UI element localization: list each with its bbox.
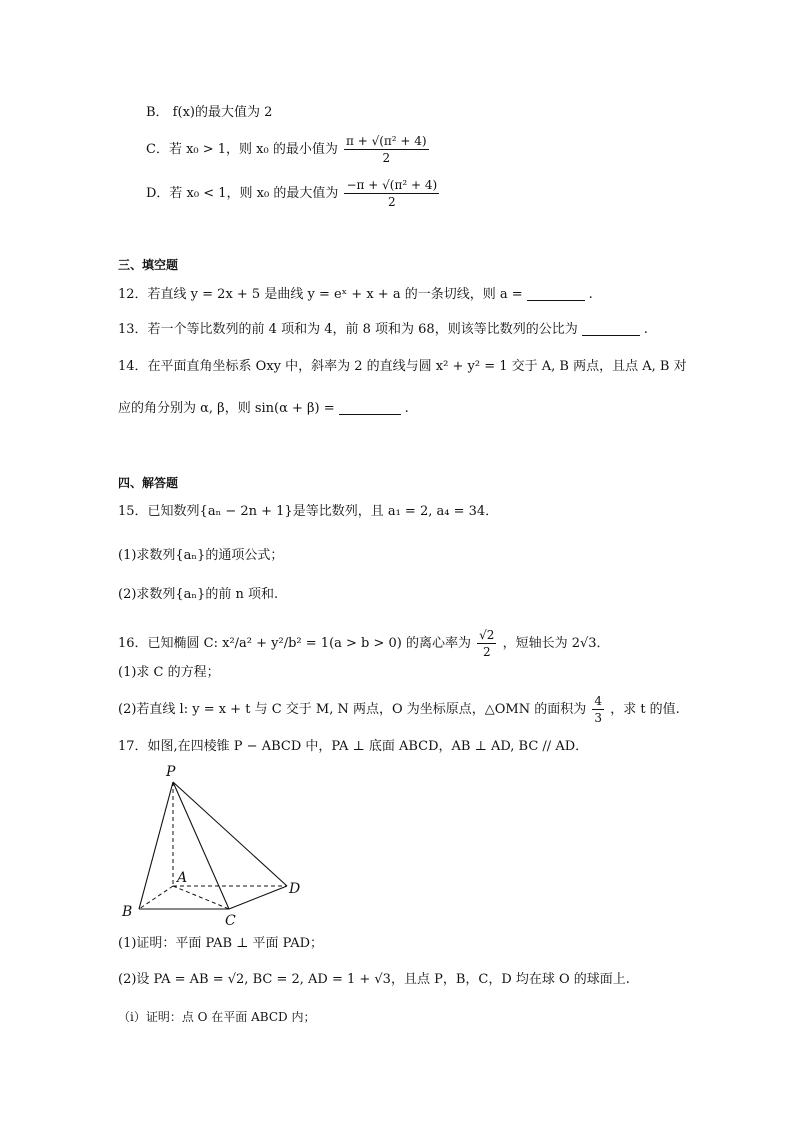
option-b: B． f(x)的最大值为 2 [146,105,273,120]
answer-blank-13[interactable] [582,322,640,336]
question-16-numerator: √2 [479,628,495,642]
question-16-eccentricity-fraction [477,627,496,660]
question-16-suffix: ，短轴长为 2√3． [502,636,610,651]
option-c-denominator: 2 [382,151,391,165]
question-14-line-1: 14．在平面直角坐标系 Oxy 中，斜率为 2 的直线与圆 x² + y² = 1 交于 A, B 两点，且点 A, B 对 [118,359,687,374]
question-13 [118,321,648,339]
option-d-denominator: 2 [387,195,396,209]
question-15-part-2: (2)求数列{aₙ}的前 n 项和. [118,587,279,602]
pyramid-figure [118,760,318,930]
option-c-numerator: π + √(π² + 4) [346,134,427,148]
question-16-denominator: 2 [482,645,491,659]
answer-blank-12[interactable] [527,287,585,301]
question-17-part-2: (2)设 PA = AB = √2, BC = 2, AD = 1 + √3，且点 P，B，C，D 均在球 O 的球面上. [118,972,630,987]
option-d-numerator: −π + √(π² + 4) [346,178,438,192]
vertex-label-a: A [177,870,188,886]
question-16-area-denominator: 3 [594,711,603,725]
question-15: 15．已知数列{aₙ − 2n + 1}是等比数列，且 a₁ = 2, a₄ = 34． [118,504,499,519]
question-16-text: 16．已知椭圆 C: x²/a² + y²/b² = 1(a > b > 0) 的离心率为 [118,636,472,651]
question-13-end: . [643,322,648,337]
question-15-part-1: (1)求数列{aₙ}的通项公式； [118,548,284,563]
option-d [146,177,441,210]
question-16-area-fraction [592,693,604,726]
vertex-label-b: B [122,904,133,920]
question-16-part-1: (1)求 C 的方程； [118,665,220,680]
option-c-fraction [344,133,429,166]
section-heading-solutions: 四、解答题 [118,476,179,490]
vertex-label-d: D [289,881,301,897]
edge-cd [229,886,287,909]
question-14-end: . [404,401,409,416]
option-d-text: D．若 x₀ < 1，则 x₀ 的最大值为 [146,186,339,201]
vertex-label-p: P [166,764,176,780]
question-17: 17．如图,在四棱锥 P − ABCD 中，PA ⊥ 底面 ABCD，AB ⊥ AD, BC // AD． [118,739,589,754]
option-c-text: C．若 x₀ > 1，则 x₀ 的最小值为 [146,142,338,157]
question-16-part-2-suffix: ，求 t 的值. [610,702,680,717]
question-12 [118,286,593,304]
section-heading-fill-in: 三、填空题 [118,258,179,272]
edge-pd [173,782,287,886]
question-14-text: 应的角分别为 α, β，则 sin(α + β) = [118,401,335,416]
question-12-end: . [588,287,593,302]
question-16 [118,627,610,660]
vertex-label-c: C [225,913,236,929]
question-14-line-2 [118,400,409,418]
answer-blank-14[interactable] [339,401,401,415]
question-17-part-2-i: （i）证明：点 O 在平面 ABCD 内； [118,1010,316,1024]
option-d-fraction [344,177,439,210]
question-12-text: 12．若直线 y = 2x + 5 是曲线 y = eˣ + x + a 的一条切线，则 a = [118,287,523,302]
question-16-part-2 [118,693,680,726]
question-13-text: 13．若一个等比数列的前 4 项和为 4，前 8 项和为 68，则该等比数列的公比为 [118,322,578,337]
edge-pb [139,782,173,909]
question-16-part-2-text: (2)若直线 l: y = x + t 与 C 交于 M, N 两点，O 为坐标原点，△OMN 的面积为 [118,702,587,717]
question-17-part-1: (1)证明：平面 PAB ⊥ 平面 PAD； [118,936,324,951]
question-16-area-numerator: 4 [594,694,603,708]
option-c [146,133,431,166]
